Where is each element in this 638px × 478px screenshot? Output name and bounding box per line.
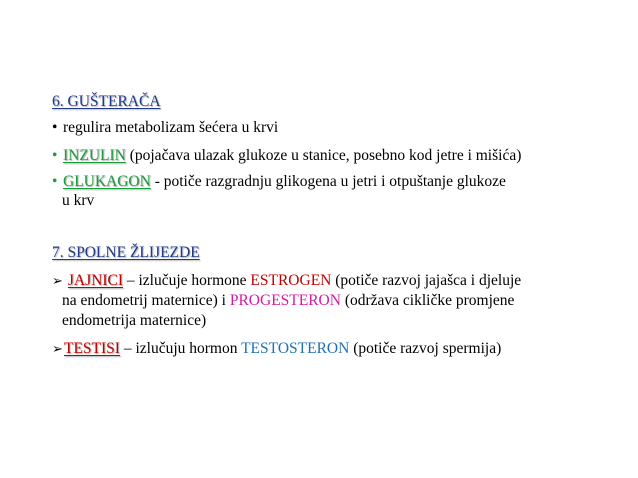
keyword-glukagon: GLUKAGON — [63, 173, 151, 190]
list-item — [52, 118, 278, 137]
bullet-icon: • — [52, 173, 58, 190]
item-text: – izlučuje hormone — [123, 272, 251, 289]
bullet-icon: • — [52, 147, 58, 164]
item-text: (pojačava ulazak glukoze u stanice, posebno kod jetre i mišića) — [125, 147, 522, 164]
item-text: endometrija maternice) — [62, 312, 207, 329]
item-text: (održava cikličke promjene — [340, 292, 515, 309]
bullet-icon: • — [52, 119, 58, 136]
list-item-continuation — [62, 311, 206, 330]
hormone-estrogen: ESTROGEN — [250, 272, 332, 289]
keyword-jajnici: JAJNICI — [67, 272, 123, 289]
section-heading-pancreas — [52, 92, 161, 111]
item-text: – izlučuju hormon — [119, 340, 242, 357]
keyword-inzulin: INZULIN — [63, 147, 126, 164]
item-text: (potiče razvoj jajašca i djeluje — [331, 272, 522, 289]
item-text: regulira metabolizam šećera u krvi — [63, 119, 279, 136]
hormone-progesteron: PROGESTERON — [229, 292, 341, 309]
hormone-testosteron: TESTOSTERON — [241, 340, 350, 357]
item-text: - potiče razgradnju glikogena u jetri i otpuštanje glukoze — [150, 173, 506, 190]
section-heading-gonads — [52, 243, 200, 262]
list-item-continuation — [62, 291, 514, 310]
arrow-bullet-icon: ➢ — [52, 342, 63, 357]
keyword-testisi: TESTISI — [64, 340, 120, 357]
heading-text: 7. SPOLNE ŽLIJEZDE — [52, 244, 200, 261]
item-text: na endometrij maternice) i — [62, 292, 230, 309]
list-item — [52, 172, 506, 191]
list-item — [52, 146, 521, 165]
heading-text: 6. GUŠTERAČA — [52, 93, 161, 110]
item-text: (potiče razvoj spermija) — [349, 340, 502, 357]
list-item — [52, 339, 501, 359]
item-text: u krv — [62, 192, 95, 209]
arrow-bullet-icon: ➢ — [52, 274, 63, 289]
list-item-continuation — [62, 191, 94, 210]
list-item — [52, 271, 521, 291]
